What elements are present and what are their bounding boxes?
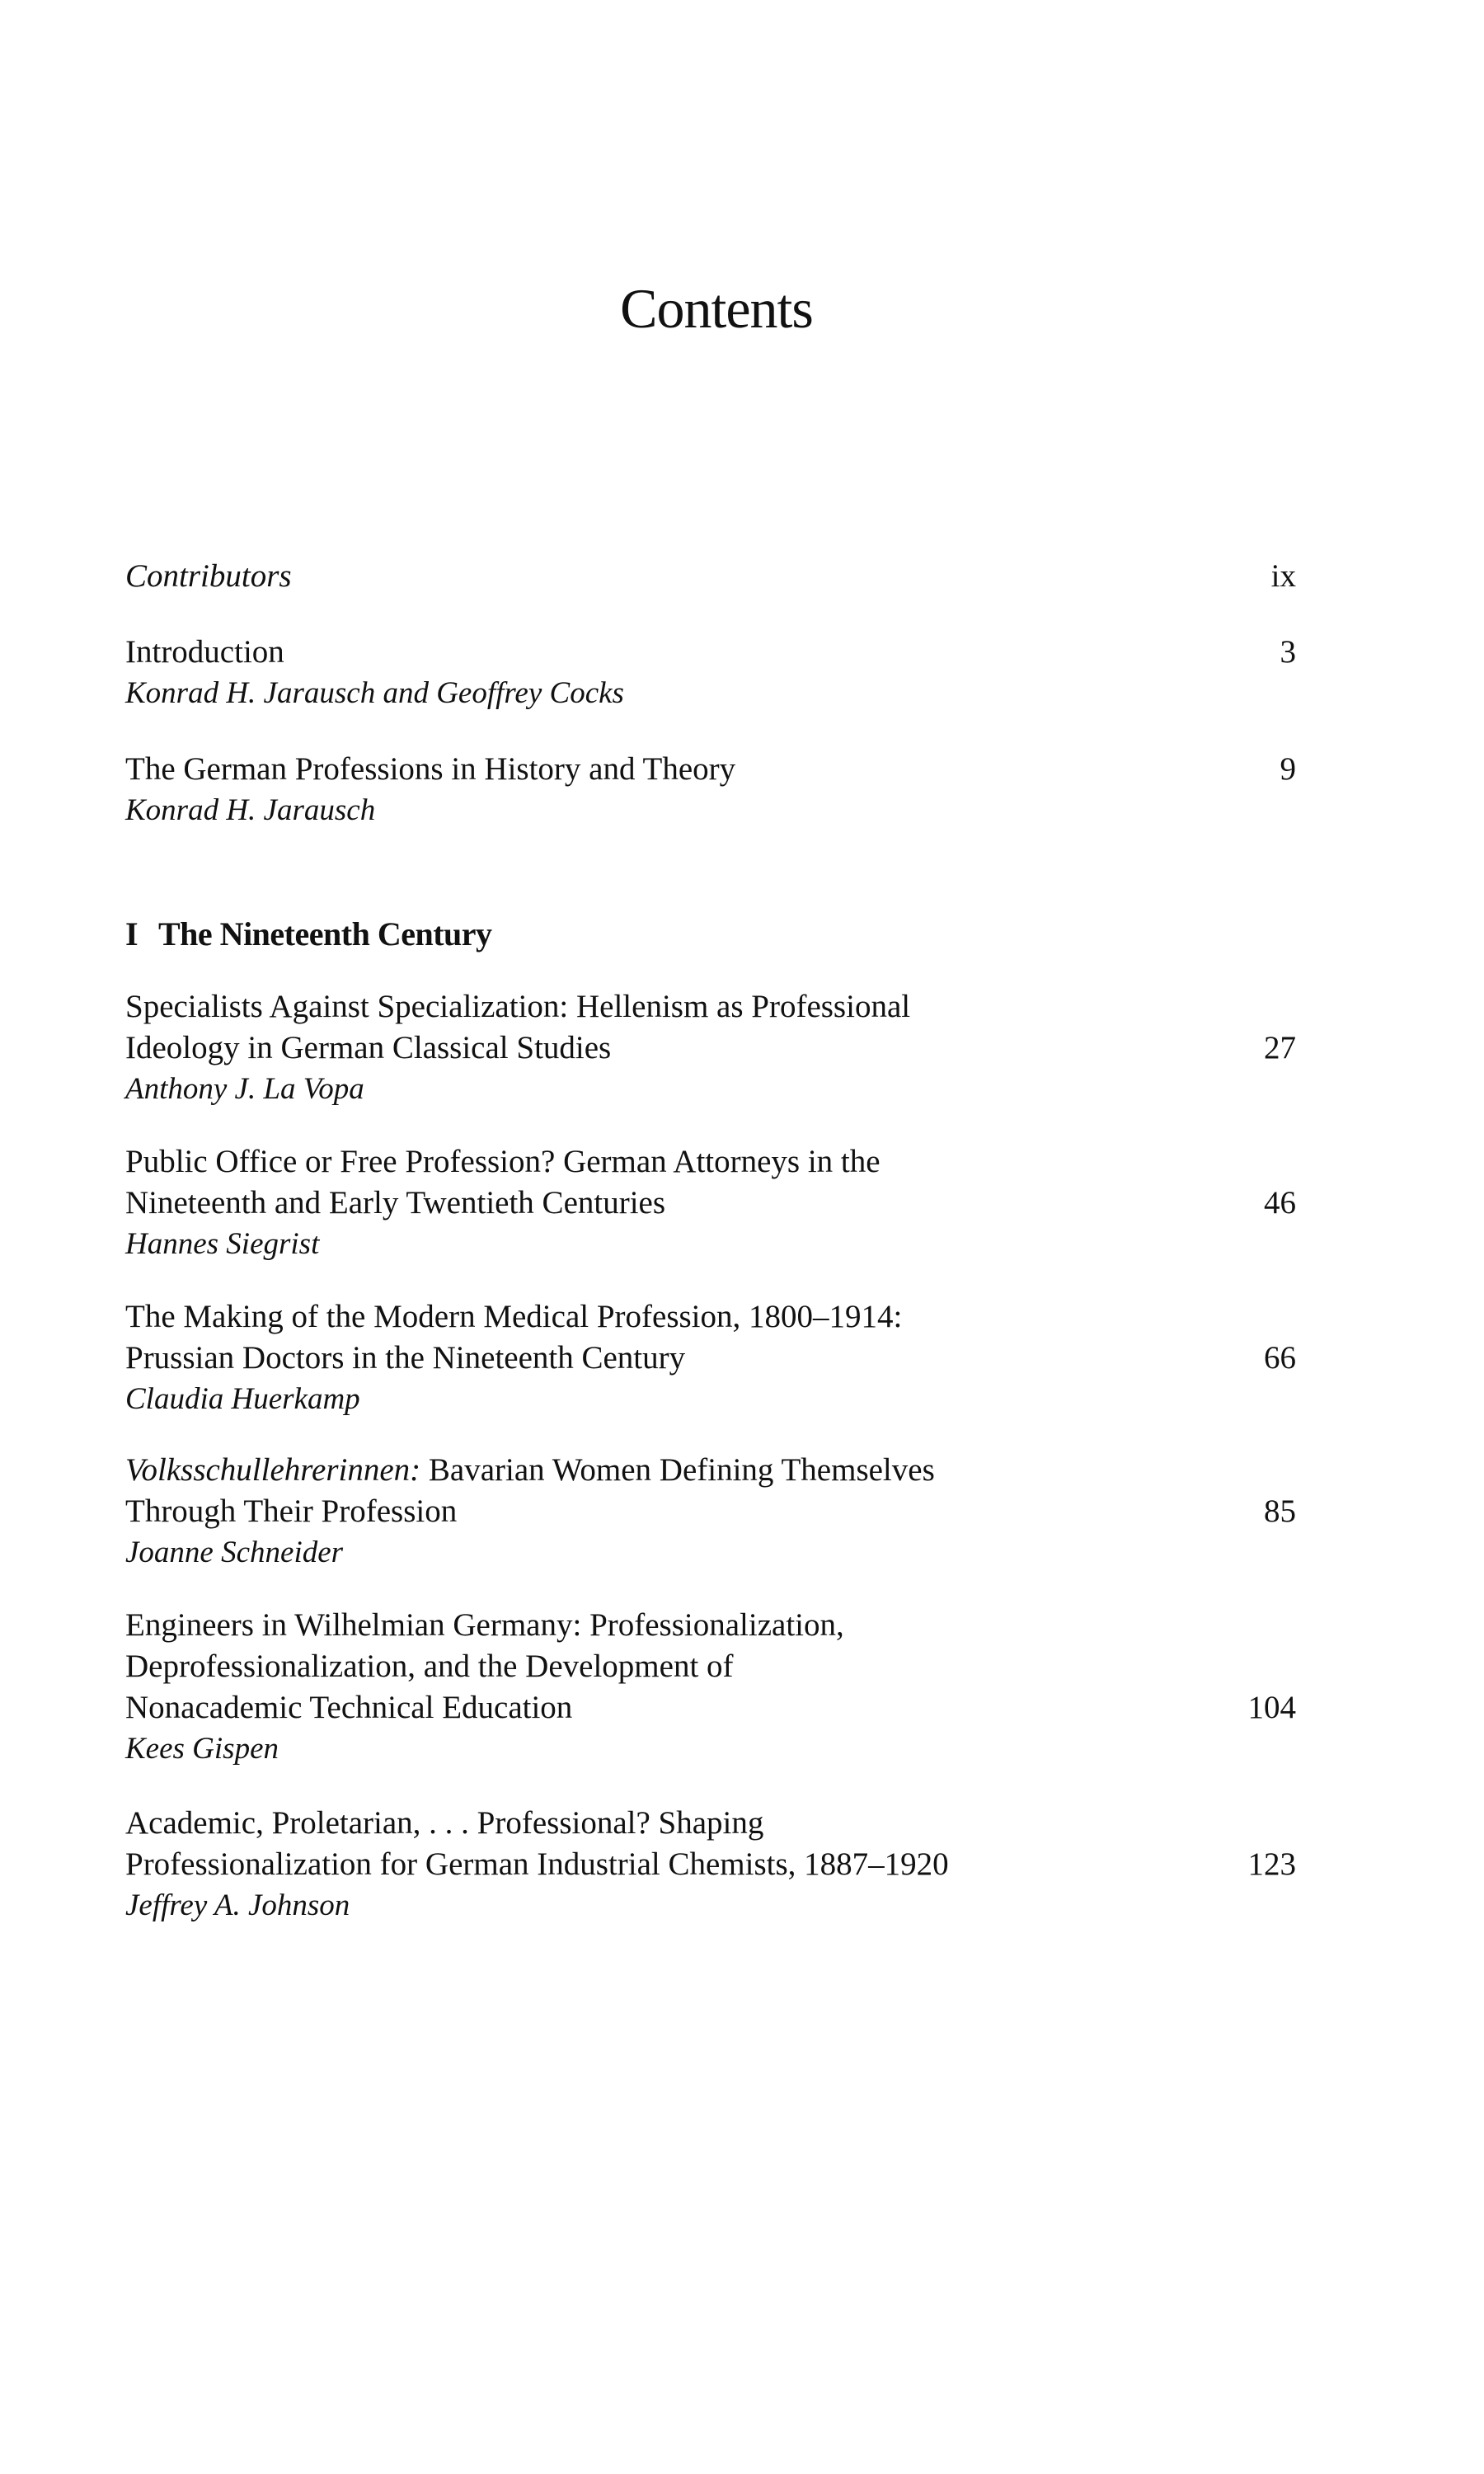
title-line: Nineteenth and Early Twentieth Centuries (125, 1185, 666, 1221)
entry-author: Konrad H. Jarausch (125, 793, 376, 827)
page-number: 27 (1264, 1030, 1296, 1065)
toc-entry-contributors[interactable] (125, 556, 1296, 597)
title-line: Deprofessionalization, and the Development of (125, 1649, 734, 1684)
page-number: 66 (1264, 1340, 1296, 1376)
entry-author: Anthony J. La Vopa (125, 1072, 364, 1106)
entry-author: Konrad H. Jarausch and Geoffrey Cocks (125, 676, 624, 710)
entry-author: Hannes Siegrist (125, 1227, 320, 1261)
page-number: 3 (1280, 634, 1296, 670)
section-heading (125, 914, 492, 955)
page-number: 9 (1280, 751, 1296, 787)
title-line: Engineers in Wilhelmian Germany: Professionalization, (125, 1607, 844, 1643)
section-title: The Nineteenth Century (158, 915, 492, 952)
toc-entry-chapter[interactable] (125, 1803, 1296, 1926)
entry-title: The German Professions in History and Theory (125, 751, 736, 787)
entry-author: Kees Gispen (125, 1732, 279, 1766)
title-line: Professionalization for German Industrial Chemists, 1887–1920 (125, 1846, 949, 1882)
page-number: ix (1270, 558, 1296, 594)
entry-title (125, 1141, 1148, 1224)
title-line: Specialists Against Specialization: Hellenism as Professional (125, 989, 911, 1024)
title-line: Academic, Proletarian, . . . Professional? Shaping (125, 1805, 764, 1841)
entry-title (125, 1450, 1148, 1532)
toc-entry-history-theory[interactable] (125, 749, 1296, 831)
entry-title: Contributors (125, 558, 292, 594)
toc-entry-introduction[interactable] (125, 632, 1296, 714)
title-line: Prussian Doctors in the Nineteenth Century (125, 1340, 686, 1376)
toc-entry-chapter[interactable] (125, 1450, 1296, 1573)
title-line: Bavarian Women Defining Themselves (420, 1452, 935, 1488)
title-italic-prefix: Volksschullehrerinnen: (125, 1452, 421, 1488)
title-line: Nonacademic Technical Education (125, 1690, 573, 1725)
toc-entry-chapter[interactable] (125, 1605, 1296, 1770)
toc-entry-chapter[interactable] (125, 1296, 1296, 1420)
entry-title (125, 1296, 1148, 1379)
entry-title: Introduction (125, 634, 284, 670)
page-title: Contents (620, 277, 813, 340)
page-number: 123 (1247, 1846, 1296, 1882)
title-line: The Making of the Modern Medical Profession, 1800–1914: (125, 1299, 903, 1334)
page-number: 85 (1264, 1493, 1296, 1529)
title-line: Through Their Profession (125, 1493, 458, 1529)
toc-entry-chapter[interactable] (125, 986, 1296, 1110)
page-number: 104 (1247, 1690, 1296, 1725)
toc-entry-chapter[interactable] (125, 1141, 1296, 1265)
page-number: 46 (1264, 1185, 1296, 1221)
title-line: Ideology in German Classical Studies (125, 1030, 612, 1065)
entry-title (125, 1605, 1148, 1729)
section-number: I (125, 915, 139, 952)
entry-author: Joanne Schneider (125, 1536, 344, 1569)
title-line: Public Office or Free Profession? German Attorneys in the (125, 1144, 881, 1179)
entry-title (125, 1803, 1148, 1885)
entry-title (125, 986, 1148, 1069)
entry-author: Jeffrey A. Johnson (125, 1888, 350, 1922)
entry-author: Claudia Huerkamp (125, 1382, 360, 1416)
